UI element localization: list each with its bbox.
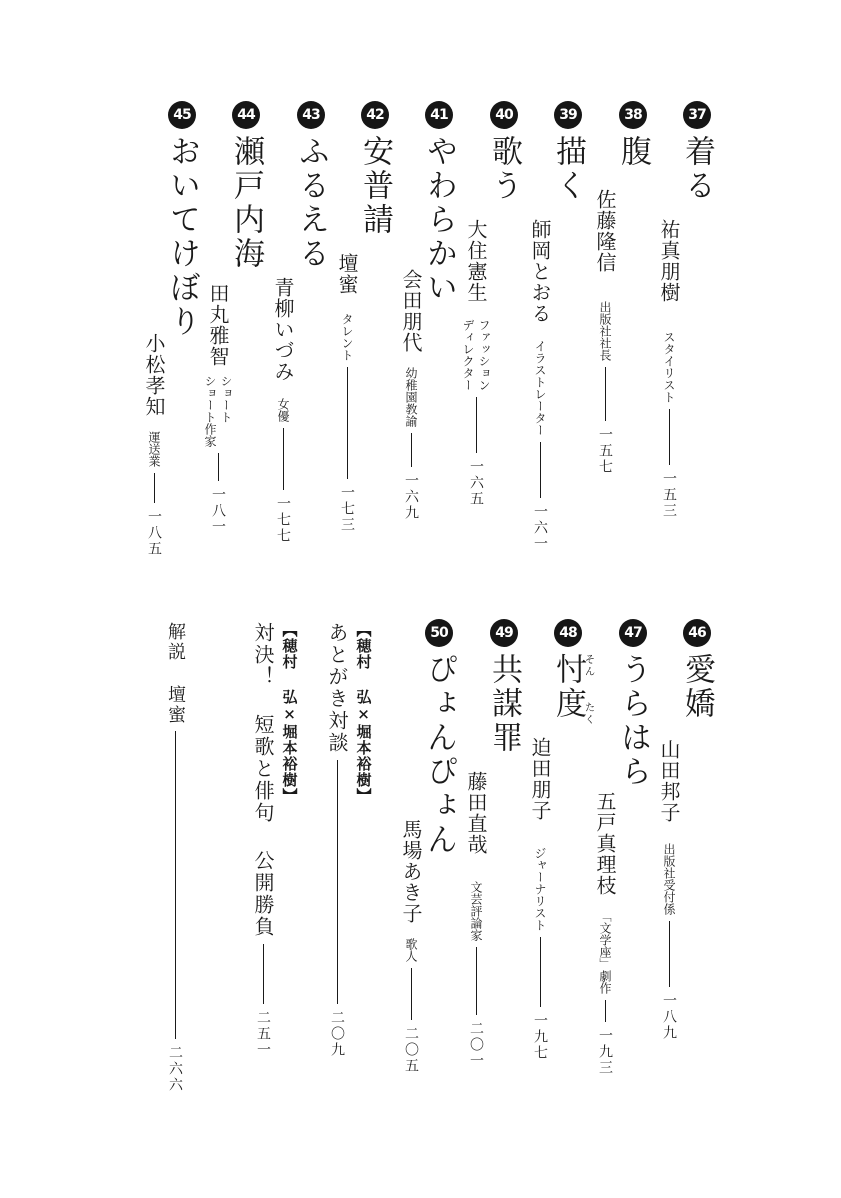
toc-entry[interactable] [400,619,456,1074]
toc-entry[interactable] [336,101,392,533]
leader-line [605,367,606,421]
toc-extra-commentary[interactable] [160,622,190,1093]
ruby-reading: そん [585,655,595,678]
leader-line [175,731,176,1039]
entry-number-badge: 41 [425,101,453,129]
extra-bracket-col [278,622,300,804]
entry-author: 佐藤隆信 [593,189,617,273]
leader-line [476,947,477,1015]
extra-title: 対決！ 短歌と俳句 公開勝負 [251,622,275,938]
leader-line [411,433,412,467]
entry-main [294,101,328,271]
entry-role: 幼稚園教諭 [404,367,418,427]
entry-sub [658,619,680,1041]
entry-sub [529,101,551,552]
entry-main [422,101,456,305]
toc-entry[interactable] [594,101,650,475]
leader-line [154,473,155,503]
entry-sub [400,101,422,521]
entry-author: 迫田朋子 [528,737,552,821]
leader-line [218,453,219,481]
entry-page: 一五七 [597,427,613,475]
toc-entry[interactable] [529,101,585,552]
extra-bracket: 【穂村 弘×堀本裕樹】 [280,622,299,804]
toc-entry[interactable] [528,619,595,1061]
entry-number-badge: 39 [554,101,582,129]
entry-author: 青柳いづみ [271,277,295,382]
entry-page: 一八一 [210,487,226,535]
entry-role: ジャーナリスト [533,847,547,931]
toc-entry[interactable] [594,619,650,1076]
leader-line [347,367,348,479]
entry-page: 一七三 [339,485,355,533]
entry-number-badge: 48 [554,619,582,647]
entry-title: 腹 [615,135,651,169]
extra-title: あとがき対談 [325,622,349,754]
role-line: ショート [219,375,233,423]
entry-title: おいてけぼり [164,135,200,339]
entry-author: 会田朋代 [399,269,423,353]
toc-entry[interactable] [658,101,714,519]
leader-line [263,944,264,1004]
entry-number-badge: 50 [425,619,453,647]
entry-title: 安普請 [357,135,393,237]
entry-main [422,619,456,857]
entry-page: 二五一 [255,1010,271,1058]
entry-role [461,319,491,391]
entry-number-badge: 38 [619,101,647,129]
leader-line [337,760,338,1004]
ruby-reading: たく [585,703,595,726]
entry-title: 描く [550,135,586,203]
entry-author: 小松孝知 [142,333,166,417]
entry-number-badge: 37 [683,101,711,129]
entry-title: 歌う [486,135,522,203]
entry-page: 一七七 [275,496,291,544]
leader-line [669,409,670,465]
toc-extra-afterword[interactable] [310,622,374,1058]
entry-role: 女優 [276,398,290,422]
extra-main-col [160,622,190,1093]
entry-sub [400,619,422,1074]
entry-role: イラストレーター [533,340,547,436]
entry-main [680,619,714,721]
entry-page: 二〇一 [468,1021,484,1069]
extra-main-col [322,622,352,1058]
entry-page: 二〇九 [329,1010,345,1058]
entry-sub [529,619,551,1061]
entry-main [165,101,199,339]
entry-role: 運送業 [147,431,161,467]
entry-title: 瀬戸内海 [228,135,264,271]
entry-sub [461,101,491,507]
entry-number-badge: 40 [490,101,518,129]
toc-entry[interactable] [272,101,328,544]
entry-role: 出版社受付係 [662,843,676,915]
entry-role: 出版社社長 [598,301,612,361]
extra-main-col [248,622,278,1058]
extra-bracket-col [352,622,374,804]
entry-author: 祐真朋樹 [657,219,681,303]
entry-author: 五戸真理枝 [593,791,617,896]
entry-title: ふるえる [293,135,329,271]
entry-title: ぴょんぴょん [421,653,457,857]
entry-sub [203,101,233,535]
entry-title: 忖度 [550,653,586,721]
toc-extra-showdown[interactable] [228,622,300,1058]
entry-author: 壇蜜 [335,253,359,295]
entry-main [616,619,650,789]
entry-role [203,375,233,447]
leader-line [411,968,412,1020]
leader-line [540,442,541,498]
entry-page: 一六五 [468,459,484,507]
entry-page: 二〇五 [403,1026,419,1074]
entry-number-badge: 45 [168,101,196,129]
entry-role: スタイリスト [662,331,676,403]
entry-role: 歌人 [404,938,418,962]
leader-line [669,921,670,987]
entry-main [551,101,585,203]
entry-role: 「文学座」劇作 [598,910,612,994]
entry-title: うらはら [615,653,651,789]
leader-line [605,1000,606,1022]
entry-page: 一九三 [597,1028,613,1076]
toc-entry[interactable] [400,101,456,521]
entry-sub [465,619,487,1069]
toc-entry[interactable] [461,101,522,507]
entry-title: 愛嬌 [679,653,715,721]
entry-author: 師岡とおる [528,219,552,324]
entry-main [487,619,521,755]
entry-main [358,101,392,237]
entry-sub [594,101,616,475]
toc-entry[interactable] [143,101,199,557]
entry-page: 一五三 [661,471,677,519]
entry-author: 山田邦子 [657,739,681,823]
entry-number-badge: 43 [297,101,325,129]
entry-page: 一八九 [661,993,677,1041]
entry-main [680,101,714,203]
entry-title: 着る [679,135,715,203]
entry-author: 田丸雅智 [206,283,230,367]
entry-number-badge: 46 [683,619,711,647]
entry-role: 文芸評論家 [469,881,483,941]
entry-page: 二六六 [167,1045,183,1093]
entry-sub [143,101,165,557]
toc-entry[interactable] [658,619,714,1041]
entry-sub [272,101,294,544]
entry-number-badge: 44 [232,101,260,129]
entry-main [616,101,650,169]
entry-number-badge: 49 [490,619,518,647]
entry-sub [336,101,358,533]
entry-main [550,619,595,726]
toc-entry[interactable] [465,619,521,1069]
entry-role: タレント [340,313,354,361]
entry-author: 藤田直哉 [464,771,488,855]
role-line: ファッション [477,319,491,391]
leader-line [540,937,541,1007]
entry-page: 一六一 [532,504,548,552]
entry-number-badge: 42 [361,101,389,129]
role-line: ディレクター [461,319,475,391]
leader-line [283,428,284,490]
entry-page: 一六九 [403,473,419,521]
entry-title: やわらかい [421,135,457,305]
toc-entry[interactable] [203,101,264,535]
entry-main [229,101,263,271]
entry-author: 大住憲生 [464,219,488,303]
entry-sub [594,619,616,1076]
extra-title: 解説 壇蜜 [165,622,186,725]
role-line: ショート作家 [203,375,217,447]
entry-number-badge: 47 [619,619,647,647]
entry-sub [658,101,680,519]
entry-title: 共謀罪 [486,653,522,755]
entry-page: 一八五 [146,509,162,557]
extra-bracket: 【穂村 弘×堀本裕樹】 [354,622,373,804]
entry-page: 一九七 [532,1013,548,1061]
leader-line [476,397,477,453]
entry-author: 馬場あき子 [399,819,423,924]
entry-main [487,101,521,203]
